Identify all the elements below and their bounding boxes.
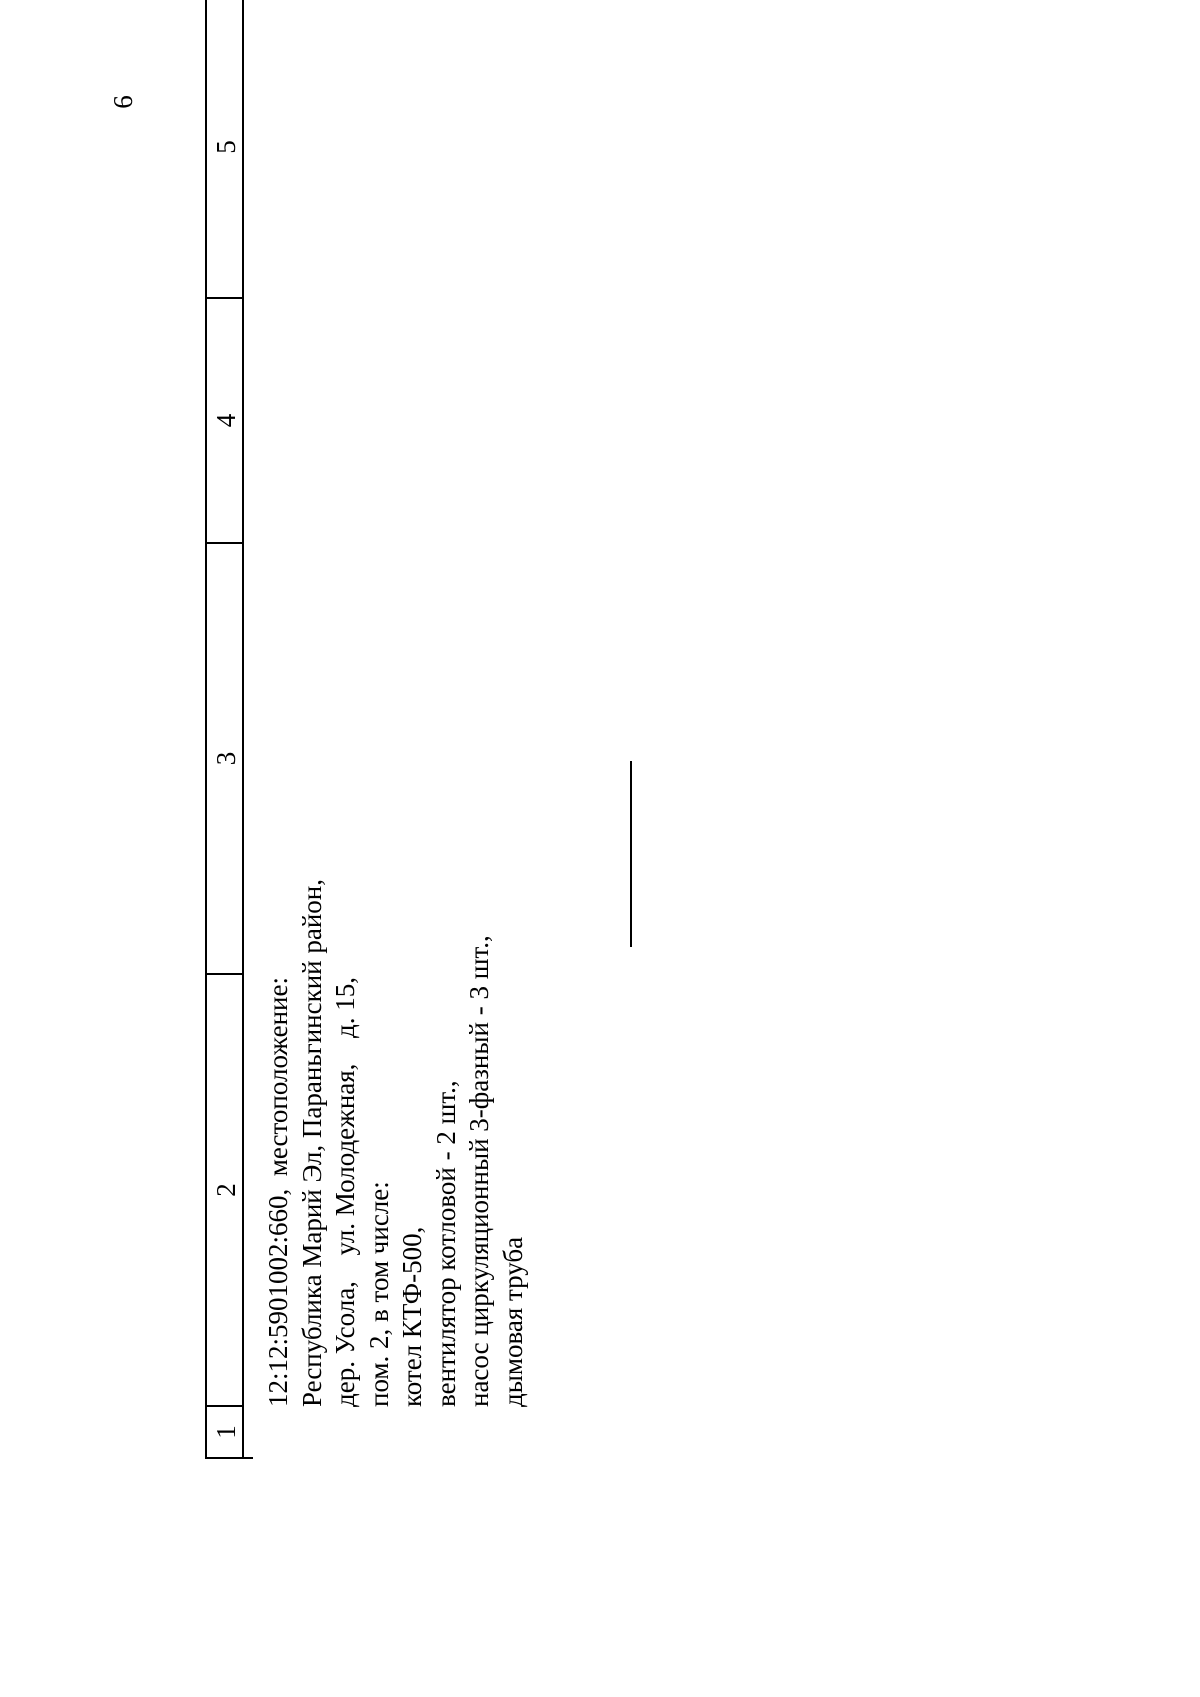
house-text: д. 15,	[330, 977, 360, 1039]
column-number-1: 1	[211, 1425, 241, 1439]
boiler-item: котел КТФ-500,	[397, 1226, 427, 1407]
description-line-7	[463, 935, 497, 1407]
village-text: дер. Усола,	[330, 1281, 360, 1407]
pump-item: насос циркуляционный 3-фазный - 3 шт.,	[464, 935, 494, 1407]
page-number: 6	[108, 95, 138, 109]
description-line-4	[363, 977, 397, 1407]
end-of-document-line	[630, 761, 632, 947]
description-line-1	[262, 977, 296, 1407]
column-number-3: 3	[211, 751, 241, 766]
description-line-3	[329, 977, 363, 1407]
property-description-cell	[262, 879, 530, 1407]
fan-item: вентилятор котловой - 2 шт.,	[430, 1080, 461, 1407]
column-number-5: 5	[211, 140, 241, 154]
column-number-2: 2	[211, 1183, 241, 1197]
premises-text: пом. 2, в том числе:	[363, 1181, 394, 1407]
description-line-2	[296, 879, 330, 1407]
description-line-8	[497, 977, 531, 1407]
table-top-border	[205, 0, 207, 1459]
column-number-4: 4	[211, 413, 241, 428]
street-text: ул. Молодежная,	[330, 1063, 360, 1256]
header-row-bottom-border	[242, 0, 244, 1459]
description-line-6	[430, 977, 464, 1407]
table-left-border	[205, 1457, 253, 1459]
location-label: местоположение:	[263, 977, 293, 1177]
description-line-5	[396, 977, 430, 1407]
chimney-item: дымовая труба	[497, 1236, 528, 1407]
cadastral-number: 12:12:5901002:660,	[263, 1188, 293, 1407]
region-text: Республика Марий Эл, Параньгинский район,	[296, 879, 327, 1407]
